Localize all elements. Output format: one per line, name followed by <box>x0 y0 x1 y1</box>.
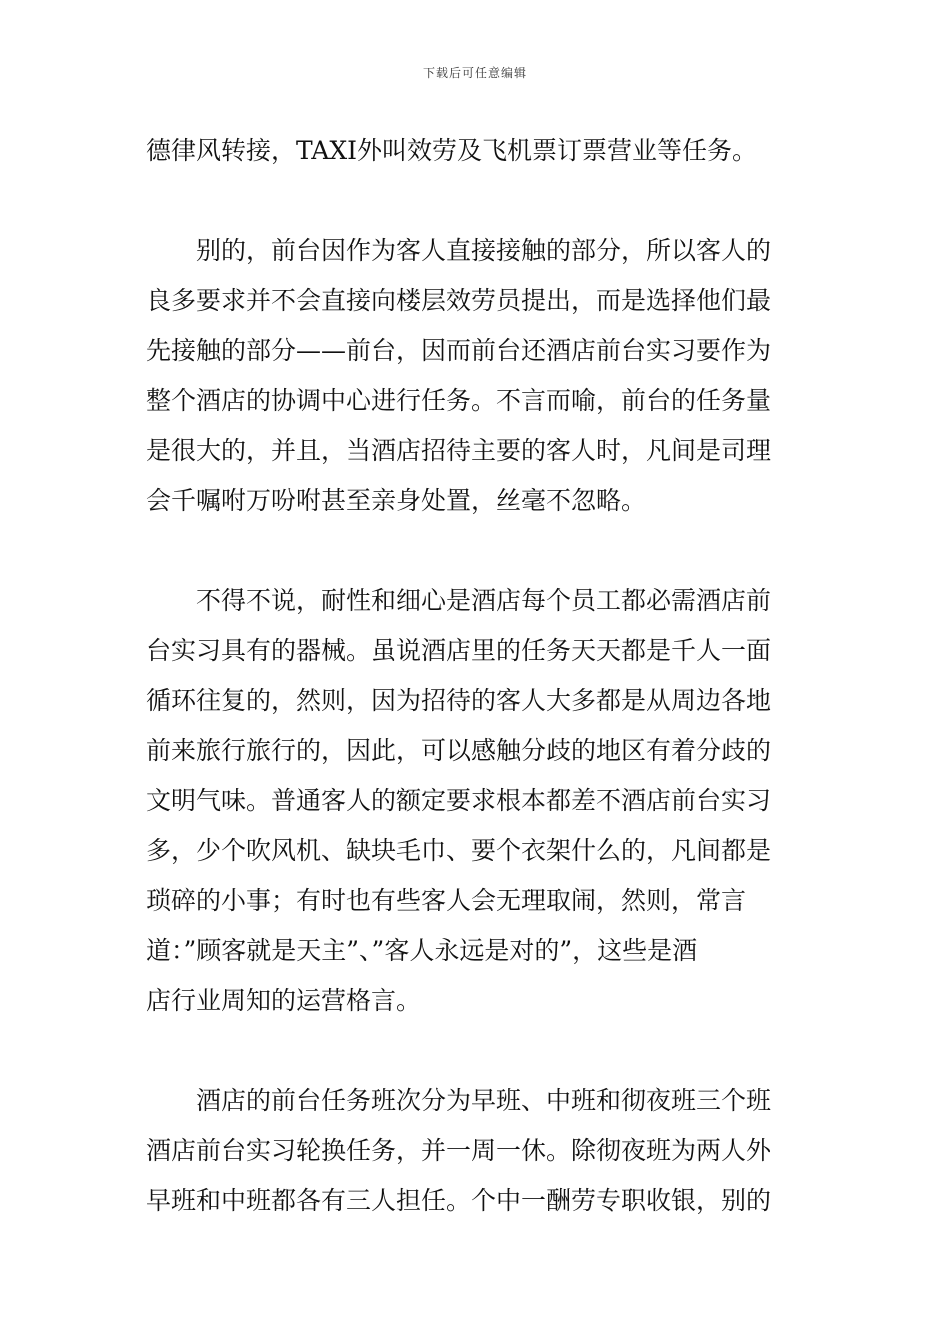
paragraph-line: 酒店的前台任务班次分为早班、中班和彻夜班三个班 <box>196 1086 772 1115</box>
paragraph-line: 会千嘱咐万吩咐甚至亲身处置，丝毫不忽略。 <box>146 486 647 515</box>
paragraph-line: 是很大的，并且，当酒店招待主要的客人时，凡间是司理 <box>146 436 772 465</box>
paragraph-line: 先接触的部分——前台，因而前台还酒店前台实习要作为 <box>146 336 772 365</box>
page-header: 下载后可任意编辑 <box>422 66 527 80</box>
paragraph-gap <box>146 526 806 576</box>
paragraph-line: 前来旅行旅行的，因此，可以感触分歧的地区有着分歧的 <box>146 736 772 765</box>
paragraph-gap <box>146 176 806 226</box>
paragraph-line: 店行业周知的运营格言。 <box>146 986 422 1015</box>
paragraph-3 <box>146 576 806 1026</box>
paragraph-line: 循环往复的，然则，因为招待的客人大多都是从周边各地 <box>146 686 772 715</box>
paragraph-line: 道：”顾客就是天主”、”客人永远是对的”，这些是酒 <box>146 936 698 965</box>
paragraph-line: 不得不说，耐性和细心是酒店每个员工都必需酒店前 <box>196 586 772 615</box>
paragraph-line: 整个酒店的协调中心进行任务。不言而喻，前台的任务量 <box>146 386 772 415</box>
paragraph-4 <box>146 1076 806 1226</box>
document-body <box>146 126 806 1226</box>
paragraph-line: 早班和中班都各有三人担任。个中一酬劳专职收银，别的 <box>146 1186 772 1215</box>
paragraph-2 <box>146 226 806 526</box>
paragraph-line: 德律风转接，TAXI外叫效劳及飞机票订票营业等任务。 <box>146 136 758 165</box>
paragraph-line: 别的，前台因作为客人直接接触的部分，所以客人的 <box>196 236 772 265</box>
paragraph-line: 酒店前台实习轮换任务，并一周一休。除彻夜班为两人外 <box>146 1136 772 1165</box>
paragraph-line: 良多要求并不会直接向楼层效劳员提出，而是选择他们最 <box>146 286 772 315</box>
paragraph-gap <box>146 1026 806 1076</box>
paragraph-line: 琐碎的小事；有时也有些客人会无理取闹，然则，常言 <box>146 886 747 915</box>
paragraph-line: 多，少个吹风机、缺块毛巾、要个衣架什么的，凡间都是 <box>146 836 772 865</box>
paragraph-1 <box>146 126 806 176</box>
paragraph-line: 台实习具有的器械。虽说酒店里的任务天天都是千人一面 <box>146 636 772 665</box>
paragraph-line: 文明气味。普通客人的额定要求根本都差不酒店前台实习 <box>146 786 772 815</box>
